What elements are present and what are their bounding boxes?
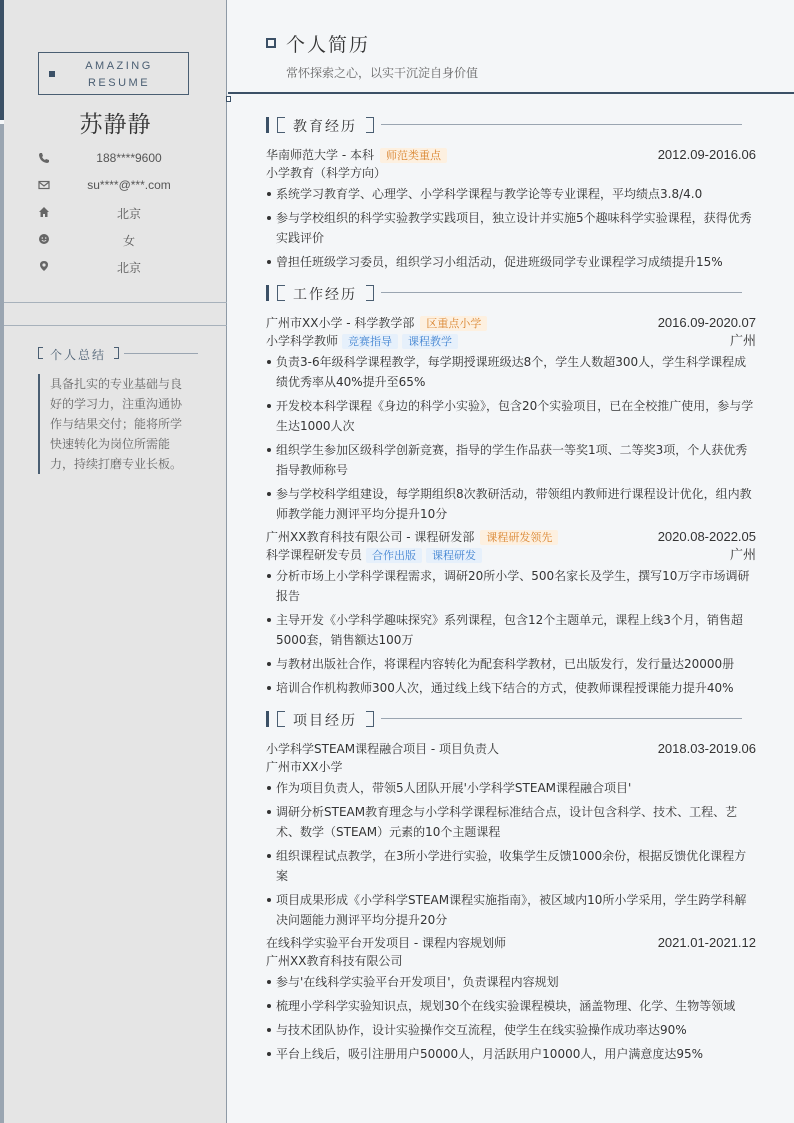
list-item: 开发校本科学课程《身边的科学小实验》，包含20个实验项目，已在全校推广使用，参与学生达1000人次 (266, 396, 756, 436)
logo-line-1: AMAZING (85, 60, 153, 72)
list-item: 参与学校组织的科学实验教学实践项目，独立设计并实施5个趣味科学实验课程，获得优秀实践评价 (266, 208, 756, 248)
major: 小学教育（科学方向） (266, 166, 387, 180)
job-role: 科学课程研发专员 (266, 548, 363, 562)
header-rule (228, 92, 794, 94)
project-date: 2021.01-2021.12 (657, 935, 756, 950)
job-role: 小学科学教师 (266, 334, 339, 348)
list-item: 组织课程试点教学，在3所小学进行实验，收集学生反馈1000余份，根据反馈优化课程方案 (266, 846, 756, 886)
rule-marker-icon (226, 96, 231, 102)
education-entry (266, 146, 756, 272)
list-item: 参与'在线科学实验平台开发项目'，负责课程内容规划 (266, 972, 756, 992)
bracket-right-icon (366, 711, 374, 727)
list-item: 主导开发《小学科学趣味探究》系列课程，包含12个主题单元，课程上线3个月，销售超5000套，销售额达100万 (266, 610, 756, 650)
bracket-right-icon (366, 117, 374, 133)
school-tag: 师范类重点 (380, 148, 447, 163)
company-name: 广州XX教育科技有限公司 - 课程研发部 (266, 530, 475, 544)
list-item: 分析市场上小学科学课程需求，调研20所小学、500名家长及学生，撰写10万字市场调研报告 (266, 566, 756, 606)
company-tag: 区重点小学 (420, 316, 487, 331)
contact-location: 北京 (38, 258, 198, 276)
summary-heading: 个人总结 (38, 346, 198, 362)
list-item: 与技术团队协作，设计实验操作交互流程，使学生在线实验操作成功率达90% (266, 1020, 756, 1040)
project-entry (266, 934, 756, 1064)
list-item: 负责3-6年级科学课程教学，每学期授课班级达8个，学生人数超300人，学生科学课程成绩优秀率从40%提升至65% (266, 352, 756, 392)
education-section (266, 116, 756, 272)
job-city: 广州 (729, 547, 756, 562)
location-icon (38, 260, 50, 272)
list-item: 作为项目负责人，带领5人团队开展'小学科学STEAM课程融合项目' (266, 778, 756, 798)
phone-icon (38, 152, 50, 164)
mail-icon (38, 179, 50, 191)
skill-tag: 课程教学 (402, 334, 458, 349)
bracket-right-icon (366, 285, 374, 301)
bracket-left-icon (277, 117, 285, 133)
bracket-left-icon (38, 347, 43, 359)
person-name: 苏静静 (79, 112, 152, 138)
home-icon (38, 206, 50, 218)
contact-phone: 188****9600 (38, 150, 198, 168)
skill-tag: 竞赛指导 (342, 334, 398, 349)
list-item: 培训合作机构教师300人次，通过线上线下结合的方式，使教师课程授课能力提升40% (266, 678, 756, 698)
logo-square-icon (49, 71, 55, 77)
title-square-icon (266, 38, 276, 48)
section-heading: 工作经历 (266, 284, 756, 302)
contact-home: 北京 (38, 204, 198, 222)
job-city: 广州 (729, 333, 756, 348)
job-entry (266, 314, 756, 524)
list-item: 项目成果形成《小学科学STEAM课程实施指南》，被区域内10所小学采用，学生跨学科解决问题能力测评平均分提升20分 (266, 890, 756, 930)
heading-rule (124, 353, 198, 354)
face-icon (38, 233, 50, 245)
list-item: 曾担任班级学习委员，组织学习小组活动，促进班级同学专业课程学习成绩提升15% (266, 252, 756, 272)
project-date: 2018.03-2019.06 (657, 741, 756, 756)
skill-tag: 合作出版 (366, 548, 422, 563)
main-content (266, 116, 756, 1068)
page-subtitle: 常怀探索之心，以实干沉淀自身价值 (286, 66, 479, 80)
project-org: 广州XX教育科技有限公司 (266, 954, 403, 968)
section-heading: 项目经历 (266, 710, 756, 728)
skill-tag: 课程研发 (426, 548, 482, 563)
contact-email: su****@***.com (38, 177, 198, 195)
list-item: 组织学生参加区级科学创新竞赛，指导的学生作品获一等奖1项、二等奖3项，个人获优秀指导教师称号 (266, 440, 756, 480)
bracket-left-icon (277, 711, 285, 727)
list-item: 与教材出版社合作，将课程内容转化为配套科学教材，已出版发行，发行量达20000册 (266, 654, 756, 674)
list-item: 参与学校科学组建设，每学期组织8次教研活动，带领组内教师进行课程设计优化，组内教师教学能力测评平均分提升10分 (266, 484, 756, 524)
list-item: 梳理小学科学实验知识点，规划30个在线实验课程模块，涵盖物理、化学、生物等领域 (266, 996, 756, 1016)
projects-section (266, 710, 756, 1064)
summary-text: 具备扎实的专业基础与良好的学习力，注重沟通协作与结果交付；能将所学快速转化为岗位所需能力，持续打磨专业长板。 (38, 374, 188, 474)
job-date: 2016.09-2020.07 (657, 315, 756, 330)
resume-logo (38, 52, 189, 95)
education-date: 2012.09-2016.06 (657, 147, 756, 162)
work-section (266, 284, 756, 698)
list-item: 调研分析STEAM教育理念与小学科学课程标准结合点，设计包含科学、技术、工程、艺术、数学（STEAM）元素的10个主题课程 (266, 802, 756, 842)
company-name: 广州市XX小学 - 科学教学部 (266, 316, 415, 330)
project-entry (266, 740, 756, 930)
list-item: 系统学习教育学、心理学、小学科学课程与教学论等专业课程，平均绩点3.8/4.0 (266, 184, 756, 204)
contact-gender: 女 (38, 231, 198, 249)
company-tag: 课程研发领先 (480, 530, 558, 545)
page-title: 个人简历 (286, 34, 371, 56)
project-name: 小学科学STEAM课程融合项目 - 项目负责人 (266, 742, 500, 756)
project-org: 广州市XX小学 (266, 760, 343, 774)
job-entry (266, 528, 756, 698)
list-item: 平台上线后，吸引注册用户50000人，月活跃用户10000人，用户满意度达95% (266, 1044, 756, 1064)
divider (4, 302, 227, 303)
divider (4, 325, 227, 326)
section-heading: 教育经历 (266, 116, 756, 134)
logo-line-2: RESUME (87, 77, 151, 89)
bracket-right-icon (114, 347, 119, 359)
job-date: 2020.08-2022.05 (657, 529, 756, 544)
sidebar (4, 0, 227, 1123)
school-name: 华南师范大学 - 本科 (266, 148, 374, 162)
bracket-left-icon (277, 285, 285, 301)
project-name: 在线科学实验平台开发项目 - 课程内容规划师 (266, 936, 506, 950)
